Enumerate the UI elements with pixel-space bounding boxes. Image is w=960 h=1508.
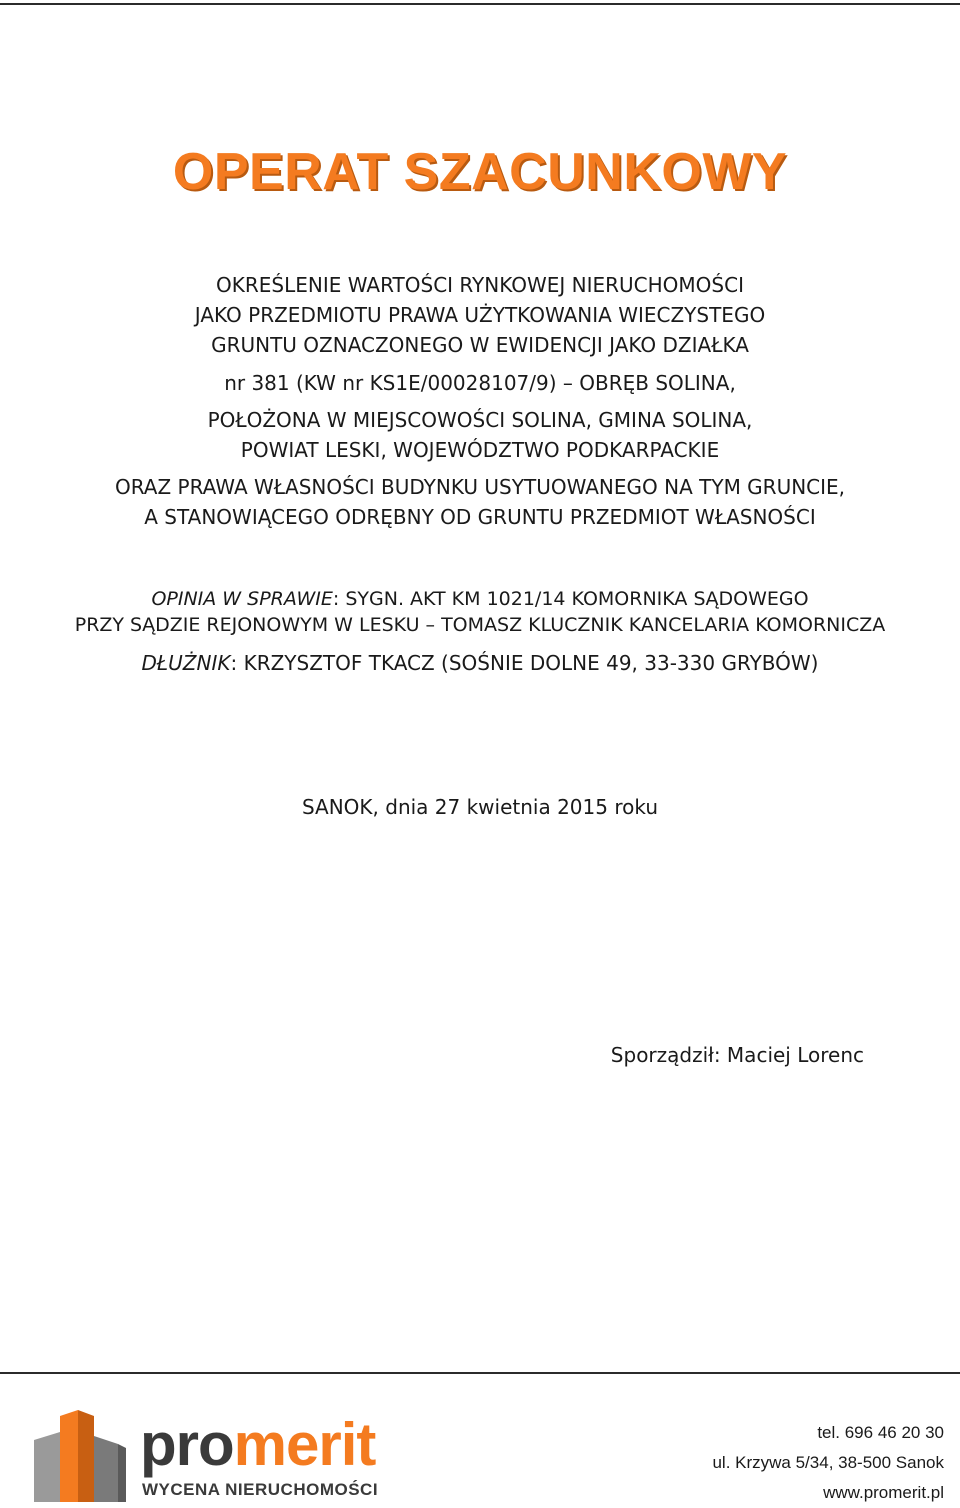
opinion-line-1	[0, 586, 960, 612]
ownership-line: ORAZ PRAWA WŁASNOŚCI BUDYNKU USYTUOWANEGO NA TYM GRUNCIE,	[114, 475, 846, 499]
contact-phone: tel. 696 46 20 30	[817, 1423, 944, 1442]
ownership-line: A STANOWIĄCEGO ODRĘBNY OD GRUNTU PRZEDMIOT WŁASNOŚCI	[144, 505, 816, 529]
logo-word-merit: merit	[233, 1411, 376, 1478]
top-rule	[0, 3, 960, 5]
logo-wordmark	[140, 1410, 375, 1480]
footer-rule	[0, 1372, 960, 1374]
page-title: OPERAT SZACUNKOWY	[172, 143, 788, 201]
debtor-line	[0, 648, 960, 678]
description-line: OKREŚLENIE WARTOŚCI RYNKOWEJ NIERUCHOMOŚCI	[216, 273, 744, 297]
opinion-block	[0, 586, 960, 638]
description-block-2	[0, 368, 960, 398]
document-date: SANOK, dnia 27 kwietnia 2015 roku	[301, 795, 659, 819]
debtor-block	[0, 648, 960, 678]
description-block-1	[0, 270, 960, 360]
opinion-text: : SYGN. AKT KM 1021/14 KOMORNIKA SĄDOWEGO	[332, 588, 809, 610]
logo-subtitle: WYCENA NIERUCHOMOŚCI	[142, 1480, 379, 1499]
parcel-number-line: nr 381 (KW nr KS1E/00028107/9) – OBRĘB SOLINA,	[224, 371, 736, 395]
contact-info	[712, 1418, 944, 1508]
description-block-3	[0, 405, 960, 465]
opinion-line-2: PRZY SĄDZIE REJONOWYM W LESKU – TOMASZ KLUCZNIK KANCELARIA KOMORNICZA	[74, 614, 886, 636]
debtor-label: DŁUŻNIK	[141, 651, 231, 675]
debtor-text: : KRZYSZTOF TKACZ (SOŚNIE DOLNE 49, 33-330 GRYBÓW)	[230, 651, 819, 675]
contact-address: ul. Krzywa 5/34, 38-500 Sanok	[712, 1453, 944, 1472]
logo-word-pro: pro	[140, 1411, 234, 1478]
buildings-logo-icon	[30, 1410, 130, 1502]
location-line: POWIAT LESKI, WOJEWÓDZTWO PODKARPACKIE	[240, 438, 720, 462]
description-block-4	[0, 472, 960, 532]
description-line: JAKO PRZEDMIOTU PRAWA UŻYTKOWANIA WIECZYSTEGO	[194, 303, 766, 327]
opinion-label: OPINIA W SPRAWIE	[151, 588, 333, 610]
promerit-logo	[30, 1410, 410, 1502]
description-line: GRUNTU OZNACZONEGO W EWIDENCJI JAKO DZIAŁKA	[211, 333, 749, 357]
location-line: POŁOŻONA W MIEJSCOWOŚCI SOLINA, GMINA SOLINA,	[207, 408, 753, 432]
author-signature-line: Sporządził: Maciej Lorenc	[610, 1043, 864, 1067]
contact-website[interactable]: www.promerit.pl	[823, 1483, 944, 1502]
